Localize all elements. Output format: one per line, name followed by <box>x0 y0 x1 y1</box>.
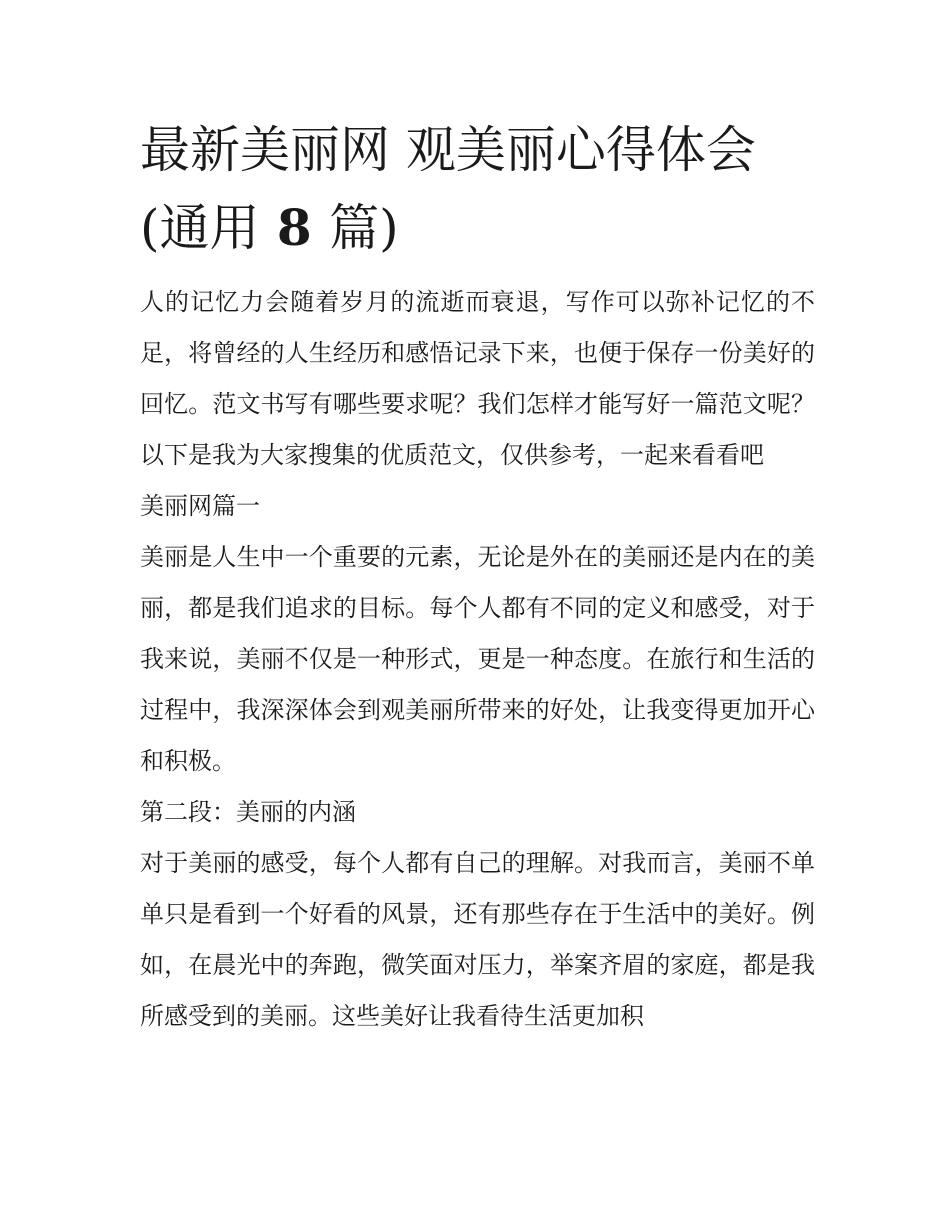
document-body <box>140 112 815 1042</box>
section-2-heading: 第二段：美丽的内涵 <box>140 798 356 826</box>
title-line-1: 最新美丽网 观美丽心得体会 <box>140 121 756 179</box>
title-line-2 <box>140 189 815 267</box>
document-title <box>140 112 815 267</box>
section-1-paragraph: 美丽是人生中一个重要的元素，无论是外在的美丽还是内在的美丽，都是我们追求的目标。每个人都有不同的定义和感受，对于我来说，美丽不仅是一种形式，更是一种态度。在旅行和生活的过程中，我深深体会到观美丽所带来的好处，让我变得更加开心和积极。 <box>140 543 815 775</box>
title-number: 8 <box>259 198 330 257</box>
section-1-heading: 美丽网篇一 <box>140 492 260 520</box>
title-prefix: (通用 <box>140 199 260 257</box>
section-2-paragraph: 对于美丽的感受，每个人都有自己的理解。对我而言，美丽不单单只是看到一个好看的风景，还有那些存在于生活中的美好。例如，在晨光中的奔跑，微笑面对压力，举案齐眉的家庭，都是我所感受到的美丽。这些美好让我看待生活更加积 <box>140 849 815 1030</box>
title-suffix: 篇) <box>329 199 399 257</box>
intro-paragraph: 人的记忆力会随着岁月的流逝而衰退，写作可以弥补记忆的不足，将曾经的人生经历和感悟记录下来，也便于保存一份美好的回忆。范文书写有哪些要求呢？我们怎样才能写好一篇范文呢？以下是我为大家搜集的优质范文，仅供参考，一起来看看吧 <box>140 288 815 469</box>
